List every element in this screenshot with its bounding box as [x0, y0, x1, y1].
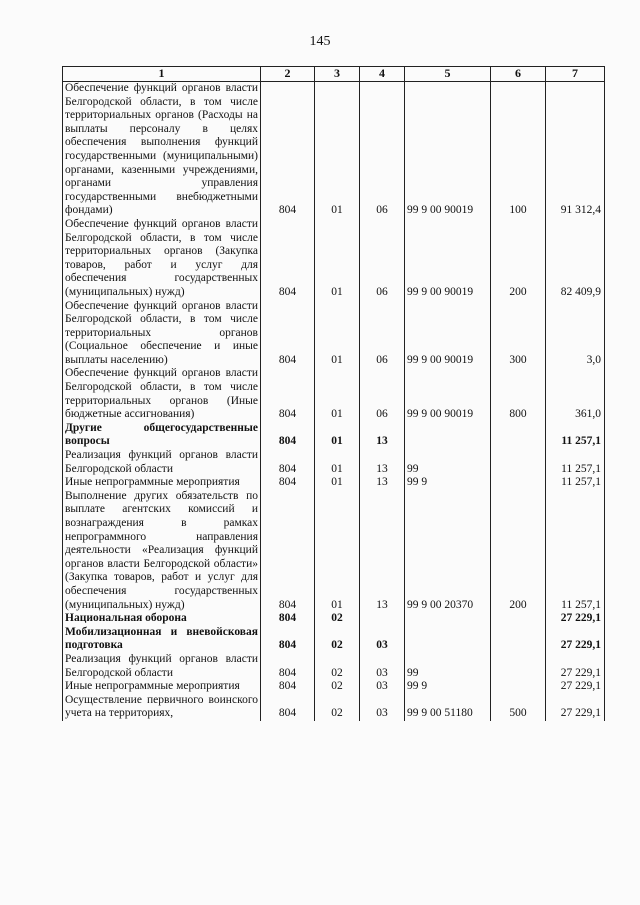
- row-name: Обеспечение функций органов власти Белгородской области, в том числе территориальных органов (Социальное обеспечение и иные выплаты населению): [63, 300, 261, 368]
- row-name: Выполнение других обязательств по выплате агентских комиссий и вознаграждения в рамках непрограммного направления деятельности «Реализация функций органов власти Белгородской области» (Закупка товаров, работ и услуг для обеспечения государственных (муниципальных) нужд): [63, 490, 261, 612]
- row-section: 01: [315, 476, 360, 490]
- row-amount: 27 229,1: [546, 694, 605, 721]
- row-expense-type: 200: [491, 490, 546, 612]
- row-name: Обеспечение функций органов власти Белгородской области, в том числе территориальных органов (Иные бюджетные ассигнования): [63, 367, 261, 421]
- table-row: [63, 680, 605, 694]
- row-subsection: 03: [360, 694, 405, 721]
- row-name: Мобилизационная и вневойсковая подготовка: [63, 626, 261, 653]
- row-section: 02: [315, 626, 360, 653]
- page-number: 145: [309, 34, 331, 49]
- header-col-7: 7: [546, 67, 605, 82]
- row-name: Другие общегосударственные вопросы: [63, 422, 261, 449]
- row-amount: 91 312,4: [546, 82, 605, 218]
- row-section: 01: [315, 82, 360, 218]
- header-col-5: 5: [405, 67, 491, 82]
- row-target-article: [405, 612, 491, 626]
- table-row: [63, 300, 605, 368]
- row-section: 01: [315, 490, 360, 612]
- row-subsection: 13: [360, 449, 405, 476]
- table-body: [63, 82, 605, 721]
- row-target-article: 99 9: [405, 476, 491, 490]
- row-expense-type: 800: [491, 367, 546, 421]
- row-admin-code: 804: [261, 626, 315, 653]
- row-amount: 27 229,1: [546, 653, 605, 680]
- table-row: [63, 449, 605, 476]
- row-expense-type: 500: [491, 694, 546, 721]
- row-amount: 3,0: [546, 300, 605, 368]
- row-admin-code: 804: [261, 367, 315, 421]
- row-admin-code: 804: [261, 694, 315, 721]
- row-admin-code: 804: [261, 300, 315, 368]
- header-col-2: 2: [261, 67, 315, 82]
- row-amount: 11 257,1: [546, 422, 605, 449]
- row-section: 01: [315, 422, 360, 449]
- row-expense-type: 200: [491, 218, 546, 300]
- table-row: [63, 82, 605, 218]
- row-target-article: 99 9 00 90019: [405, 218, 491, 300]
- table-row: [63, 367, 605, 421]
- row-subsection: 03: [360, 680, 405, 694]
- row-amount: 11 257,1: [546, 490, 605, 612]
- budget-table: [62, 66, 605, 721]
- header-col-6: 6: [491, 67, 546, 82]
- row-name: Обеспечение функций органов власти Белгородской области, в том числе территориальных органов (Закупка товаров, работ и услуг для обеспечения государственных (муниципальных) нужд): [63, 218, 261, 300]
- table-row: [63, 476, 605, 490]
- row-expense-type: [491, 422, 546, 449]
- row-subsection: 13: [360, 422, 405, 449]
- row-admin-code: 804: [261, 218, 315, 300]
- row-target-article: [405, 626, 491, 653]
- table-row: [63, 612, 605, 626]
- row-subsection: 06: [360, 367, 405, 421]
- row-expense-type: [491, 680, 546, 694]
- row-admin-code: 804: [261, 422, 315, 449]
- row-section: 02: [315, 653, 360, 680]
- row-target-article: 99 9 00 51180: [405, 694, 491, 721]
- row-subsection: 13: [360, 490, 405, 612]
- row-expense-type: [491, 476, 546, 490]
- table-row: [63, 218, 605, 300]
- row-expense-type: [491, 626, 546, 653]
- row-name: Реализация функций органов власти Белгородской области: [63, 449, 261, 476]
- row-subsection: 03: [360, 626, 405, 653]
- row-expense-type: [491, 449, 546, 476]
- row-admin-code: 804: [261, 680, 315, 694]
- row-amount: 82 409,9: [546, 218, 605, 300]
- row-subsection: 06: [360, 218, 405, 300]
- table-row: [63, 626, 605, 653]
- row-section: 02: [315, 680, 360, 694]
- row-name: Осуществление первичного воинского учета на территориях,: [63, 694, 261, 721]
- row-subsection: 06: [360, 300, 405, 368]
- row-target-article: 99 9 00 90019: [405, 300, 491, 368]
- row-name: Иные непрограммные мероприятия: [63, 476, 261, 490]
- row-amount: 11 257,1: [546, 476, 605, 490]
- row-expense-type: [491, 653, 546, 680]
- row-target-article: 99: [405, 653, 491, 680]
- table-row: [63, 694, 605, 721]
- row-admin-code: 804: [261, 653, 315, 680]
- row-amount: 11 257,1: [546, 449, 605, 476]
- table-row: [63, 422, 605, 449]
- row-section: 01: [315, 218, 360, 300]
- row-amount: 361,0: [546, 367, 605, 421]
- row-target-article: 99 9 00 90019: [405, 82, 491, 218]
- table-row: [63, 490, 605, 612]
- row-section: 01: [315, 367, 360, 421]
- row-amount: 27 229,1: [546, 612, 605, 626]
- row-expense-type: 100: [491, 82, 546, 218]
- row-section: 02: [315, 694, 360, 721]
- header-col-1: 1: [63, 67, 261, 82]
- row-subsection: 13: [360, 476, 405, 490]
- row-amount: 27 229,1: [546, 626, 605, 653]
- row-target-article: 99: [405, 449, 491, 476]
- header-col-4: 4: [360, 67, 405, 82]
- row-admin-code: 804: [261, 612, 315, 626]
- row-name: Иные непрограммные мероприятия: [63, 680, 261, 694]
- row-name: Обеспечение функций органов власти Белгородской области, в том числе территориальных органов (Расходы на выплаты персоналу в целях обеспечения выполнения функций государственными (муниципальными) органами, казенными учреждениями, органами управления государственными внебюджетными фондами): [63, 82, 261, 218]
- row-admin-code: 804: [261, 476, 315, 490]
- row-name: Реализация функций органов власти Белгородской области: [63, 653, 261, 680]
- row-target-article: 99 9 00 20370: [405, 490, 491, 612]
- table-row: [63, 653, 605, 680]
- row-name: Национальная оборона: [63, 612, 261, 626]
- row-subsection: 06: [360, 82, 405, 218]
- row-expense-type: 300: [491, 300, 546, 368]
- row-target-article: 99 9 00 90019: [405, 367, 491, 421]
- row-section: 01: [315, 300, 360, 368]
- row-expense-type: [491, 612, 546, 626]
- row-target-article: 99 9: [405, 680, 491, 694]
- row-subsection: 03: [360, 653, 405, 680]
- table-header: [63, 67, 605, 82]
- row-amount: 27 229,1: [546, 680, 605, 694]
- row-subsection: [360, 612, 405, 626]
- row-admin-code: 804: [261, 490, 315, 612]
- row-admin-code: 804: [261, 82, 315, 218]
- row-admin-code: 804: [261, 449, 315, 476]
- row-section: 01: [315, 449, 360, 476]
- row-section: 02: [315, 612, 360, 626]
- row-target-article: [405, 422, 491, 449]
- header-col-3: 3: [315, 67, 360, 82]
- header-row: [63, 67, 605, 82]
